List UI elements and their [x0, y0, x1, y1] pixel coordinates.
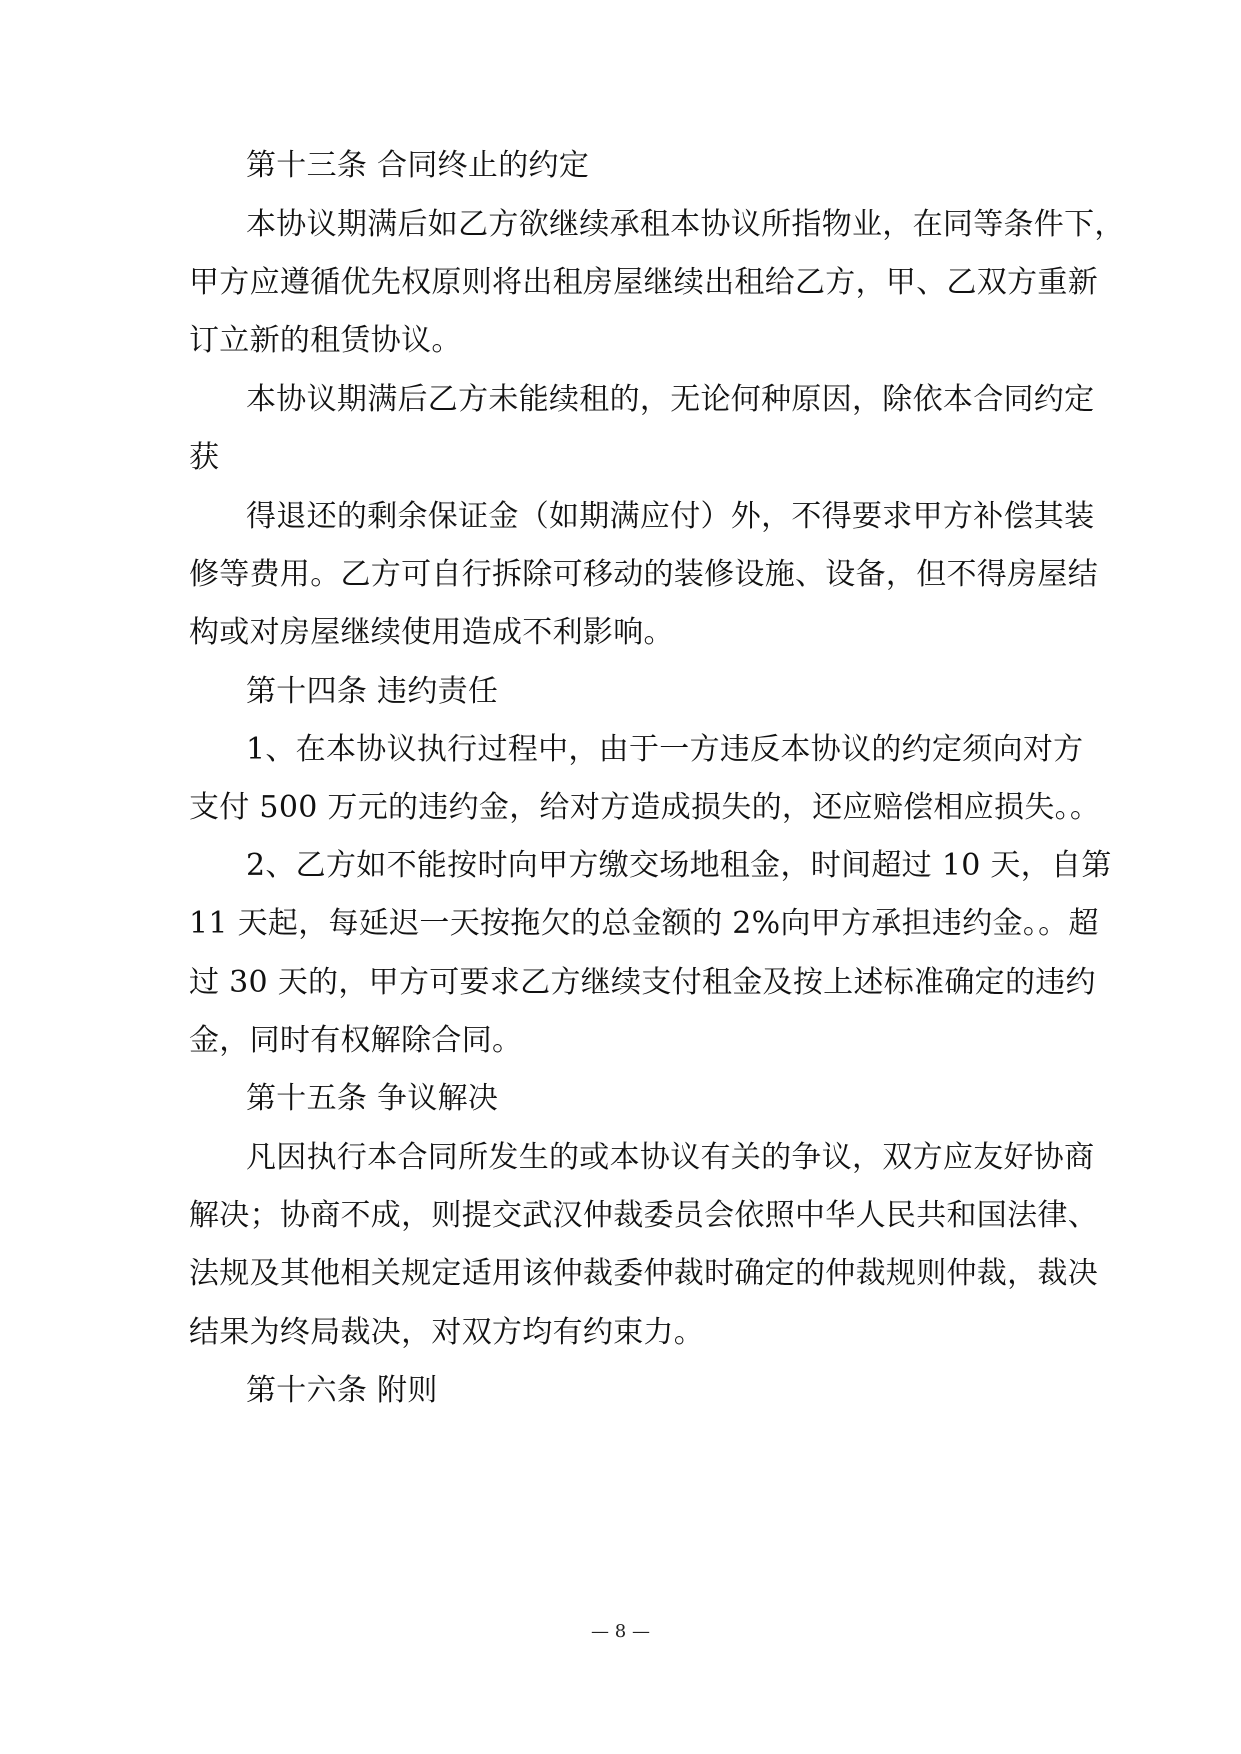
paragraph-line: 法规及其他相关规定适用该仲裁委仲裁时确定的仲裁规则仲裁，裁决 — [189, 1256, 1098, 1291]
paragraph-line: 甲方应遵循优先权原则将出租房屋继续出租给乙方，甲、乙双方重新 — [189, 265, 1098, 300]
paragraph-line: 1、在本协议执行过程中，由于一方违反本协议的约定须向对方 — [246, 732, 1084, 767]
paragraph-line: 本协议期满后乙方未能续租的，无论何种原因，除依本合同约定 — [246, 382, 1095, 417]
paragraph-line: 构或对房屋继续使用造成不利影响。 — [189, 615, 674, 650]
article-13-heading: 第十三条 合同终止的约定 — [246, 148, 590, 183]
paragraph-line: 2、乙方如不能按时向甲方缴交场地租金，时间超过 10 天，自第 — [246, 848, 1112, 883]
paragraph-line: 修等费用。乙方可自行拆除可移动的装修设施、设备，但不得房屋结 — [189, 557, 1098, 592]
paragraph-line: 金，同时有权解除合同。 — [189, 1023, 523, 1058]
paragraph-line: 解决；协商不成，则提交武汉仲裁委员会依照中华人民共和国法律、 — [189, 1198, 1098, 1233]
paragraph-line: 支付 500 万元的违约金，给对方造成损失的，还应赔偿相应损失。。 — [189, 790, 1101, 825]
paragraph-line: 订立新的租赁协议。 — [189, 323, 462, 358]
article-16-heading: 第十六条 附则 — [246, 1373, 438, 1408]
article-15-heading: 第十五条 争议解决 — [246, 1081, 499, 1116]
page-number: — 8 — — [591, 1621, 650, 1642]
paragraph-line: 过 30 天的，甲方可要求乙方继续支付租金及按上述标准确定的违约 — [189, 965, 1096, 1000]
paragraph-line: 11 天起，每延迟一天按拖欠的总金额的 2%向甲方承担违约金。。超 — [189, 906, 1099, 941]
paragraph-line: 得退还的剩余保证金（如期满应付）外，不得要求甲方补偿其装 — [246, 499, 1095, 534]
paragraph-line: 结果为终局裁决，对双方均有约束力。 — [189, 1315, 705, 1350]
paragraph-line: 本协议期满后如乙方欲继续承租本协议所指物业，在同等条件下， — [246, 207, 1125, 242]
paragraph-line: 获 — [189, 440, 220, 475]
article-14-heading: 第十四条 违约责任 — [246, 674, 499, 709]
paragraph-line: 凡因执行本合同所发生的或本协议有关的争议，双方应友好协商 — [246, 1140, 1095, 1175]
